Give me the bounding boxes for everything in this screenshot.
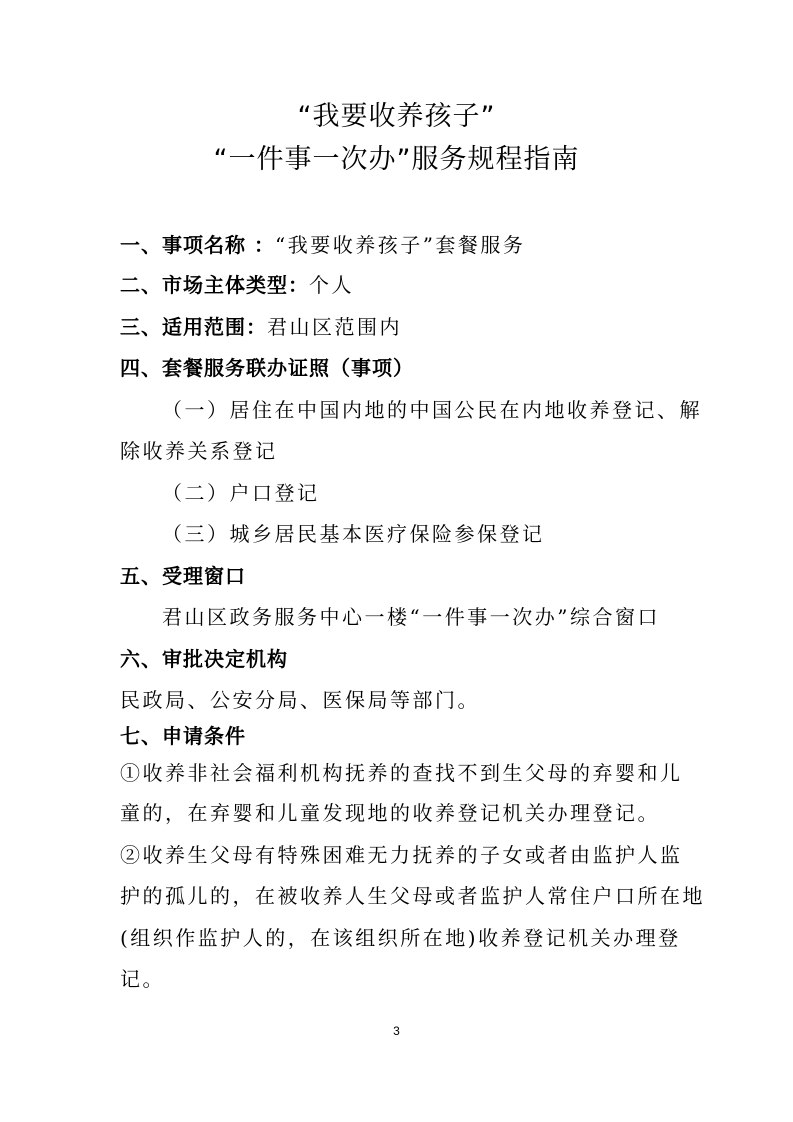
section-3 [120, 314, 402, 340]
title-line-1: “我要收养孩子” [297, 101, 496, 132]
section-4-heading: 四、套餐服务联办证照（事项） [120, 356, 414, 380]
section-2 [120, 272, 354, 298]
page-number: 3 [393, 1024, 400, 1038]
section-6-heading: 六、审批决定机构 [120, 647, 288, 671]
title-line-2: “一件事一次办”服务规程指南 [213, 144, 580, 175]
section-3-heading: 三、适用范围： [120, 315, 267, 339]
condition-2-line-4: 记。 [120, 967, 165, 991]
section-4-item-3: （三）城乡居民基本医疗保险参保登记 [162, 522, 545, 546]
condition-2-line-2: 护的孤儿的，在被收养人生父母或者监护人常住户口所在地 [120, 884, 705, 908]
section-4 [120, 355, 414, 381]
section-4-item-1-line-1: （一）居住在中国内地的中国公民在内地收养登记、解 [162, 398, 702, 422]
section-1-text: “我要收养孩子”套餐服务 [274, 233, 526, 257]
condition-2-line-1: ②收养生父母有特殊困难无力抚养的子女或者由监护人监 [120, 843, 683, 867]
condition-1-line-1: ①收养非社会福利机构抚养的查找不到生父母的弃婴和儿 [120, 761, 683, 785]
section-4-item-1-line-2: 除收养关系登记 [120, 439, 278, 463]
section-2-text: 个人 [309, 273, 354, 297]
section-5-heading: 五、受理窗口 [120, 564, 246, 588]
section-7-heading: 七、申请条件 [120, 724, 246, 748]
section-6-text: 民政局、公安分局、医保局等部门。 [120, 688, 480, 712]
section-3-text: 君山区范围内 [267, 315, 402, 339]
condition-2-line-3: (组织作监护人的，在该组织所在地)收养登记机关办理登 [120, 926, 681, 950]
section-2-heading: 二、市场主体类型： [120, 273, 309, 297]
section-1-heading: 一、事项名称 ： [120, 233, 275, 257]
section-6 [120, 646, 288, 672]
section-4-item-2: （二）户口登记 [162, 481, 320, 505]
condition-1-line-2: 童的，在弃婴和儿童发现地的收养登记机关办理登记。 [120, 801, 660, 825]
section-1 [120, 232, 525, 258]
section-5-text: 君山区政务服务中心一楼“一件事一次办”综合窗口 [162, 605, 660, 629]
section-7 [120, 723, 246, 749]
section-5 [120, 563, 246, 589]
